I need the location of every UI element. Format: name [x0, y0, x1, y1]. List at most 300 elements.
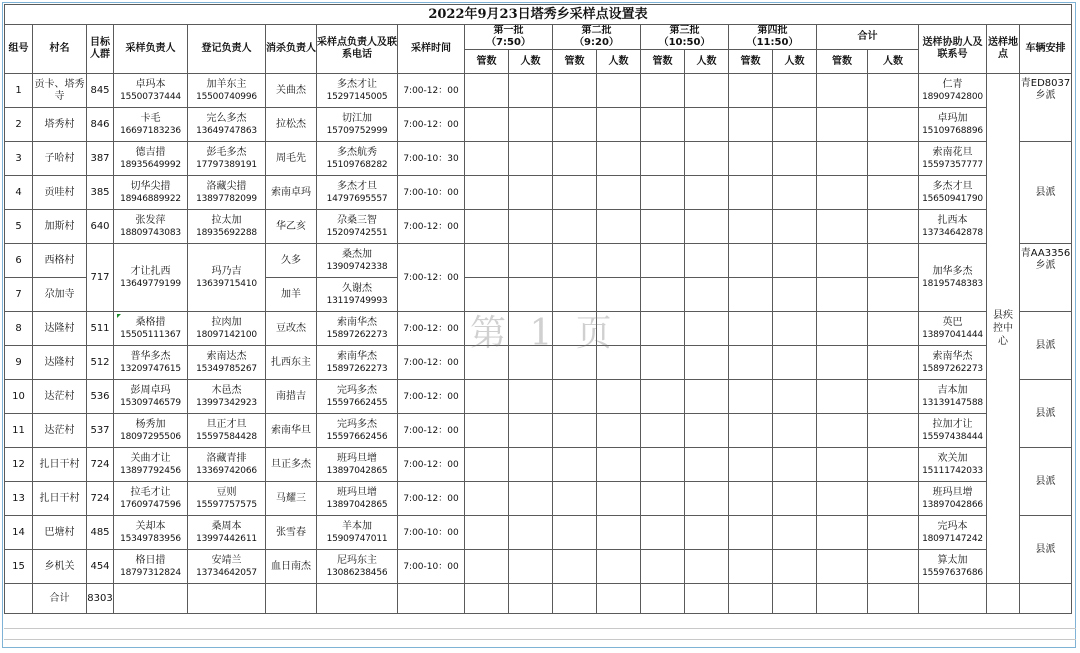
cell-village: 加斯村	[33, 210, 87, 244]
cell-time: 7:00-10：30	[398, 142, 465, 176]
cell-sampling-lead	[114, 312, 188, 346]
cell-group: 3	[5, 142, 33, 176]
cell-sampling-lead-name: 卓玛本	[135, 78, 166, 90]
cell-count	[509, 108, 553, 142]
cell-count	[597, 108, 641, 142]
cell-register-lead-name: 洛藏尖措	[206, 180, 247, 192]
cell-count	[817, 244, 868, 278]
cell-village: 贡卡、塔秀寺	[33, 74, 87, 108]
cell-sampling-lead-name: 格日措	[135, 554, 166, 566]
header-sampling-lead: 采样负责人	[114, 25, 188, 74]
cell-count	[685, 244, 729, 278]
cell-count	[553, 312, 597, 346]
cell-count	[641, 448, 685, 482]
table-row	[5, 414, 1072, 448]
cell-register-lead-name: 木邑杰	[211, 384, 242, 396]
cell-village: 塔秀村	[33, 108, 87, 142]
header-vehicle: 车辆安排	[1020, 25, 1072, 74]
cell-point-lead	[317, 108, 398, 142]
cell-courier-phone: 15650941790	[922, 193, 983, 204]
cell-count	[685, 278, 729, 312]
cell-time: 7:00-12：00	[398, 108, 465, 142]
table-row	[5, 74, 1072, 108]
cell-count	[817, 74, 868, 108]
cell-register-lead-name: 拉肉加	[211, 316, 242, 328]
cell-group: 1	[5, 74, 33, 108]
cell-disinfect-lead: 马耀三	[266, 482, 317, 516]
cell-register-lead-phone: 15597584428	[196, 431, 257, 442]
cell-village: 西格村	[33, 244, 87, 278]
cell-count	[729, 380, 773, 414]
cell-vehicle: 县派	[1020, 312, 1072, 380]
cell-count	[597, 550, 641, 584]
cell-count	[597, 74, 641, 108]
header-time: 采样时间	[398, 25, 465, 74]
cell-courier-name: 扎西本	[937, 214, 968, 226]
subheader-tubes: 管数	[641, 50, 685, 74]
cell-dest: 县疾控中心	[987, 74, 1020, 584]
cell-disinfect-lead: 索南华旦	[266, 414, 317, 448]
cell-count	[868, 108, 919, 142]
cell-group: 15	[5, 550, 33, 584]
cell-count	[553, 244, 597, 278]
cell-count	[465, 142, 509, 176]
cell-register-lead	[188, 244, 266, 312]
cell-register-lead-phone: 18935692288	[196, 227, 257, 238]
cell-count	[509, 210, 553, 244]
cell-sampling-lead-name: 关却本	[135, 520, 166, 532]
cell-group: 9	[5, 346, 33, 380]
cell-courier	[919, 210, 987, 244]
cell-count	[817, 210, 868, 244]
cell-courier-phone: 13139147588	[922, 397, 983, 408]
cell-count	[509, 142, 553, 176]
table-row	[5, 312, 1072, 346]
cell-sampling-lead-phone: 15500737444	[120, 91, 181, 102]
subheader-people: 人数	[509, 50, 553, 74]
cell-count	[465, 74, 509, 108]
cell-register-lead-phone: 15500740996	[196, 91, 257, 102]
cell-count	[641, 74, 685, 108]
cell-register-lead	[188, 74, 266, 108]
cell-courier-name: 拉加才让	[932, 418, 973, 430]
cell-sampling-lead-phone: 18097295506	[120, 431, 181, 442]
cell-point-lead-name: 多杰航秀	[337, 146, 377, 158]
cell-courier-phone: 15597637686	[922, 567, 983, 578]
cell-sampling-lead-name: 普华多杰	[130, 350, 171, 362]
table-row	[5, 550, 1072, 584]
cell-point-lead-name: 索南华杰	[337, 350, 377, 362]
cell-courier	[919, 414, 987, 448]
table-row	[5, 482, 1072, 516]
cell-sampling-lead	[114, 346, 188, 380]
cell-register-lead-name: 桑周本	[211, 520, 242, 532]
cell-sampling-lead-phone: 13897792456	[120, 465, 181, 476]
cell-count	[509, 312, 553, 346]
cell-register-lead-phone: 13997342923	[196, 397, 257, 408]
cell-count	[773, 550, 817, 584]
cell-register-lead-phone: 13897782099	[196, 193, 257, 204]
header-batch-1: 第一批 （7:50）	[465, 25, 553, 50]
cell-count	[685, 380, 729, 414]
subheader-people: 人数	[773, 50, 817, 74]
cell-point-lead-phone: 13909742338	[326, 261, 388, 272]
cell-count	[597, 346, 641, 380]
cell-time: 7:00-12：00	[398, 74, 465, 108]
cell-count	[817, 414, 868, 448]
cell-count	[553, 482, 597, 516]
header-batch-4: 第四批 （11:50）	[729, 25, 817, 50]
cell-count	[868, 278, 919, 312]
cell-count	[553, 142, 597, 176]
cell-count	[773, 142, 817, 176]
cell-courier-phone: 13897041444	[922, 329, 983, 340]
cell-vehicle: 县派	[1020, 142, 1072, 244]
cell-count	[817, 550, 868, 584]
cell-courier	[919, 482, 987, 516]
cell-count	[553, 516, 597, 550]
cell-count	[641, 516, 685, 550]
cell-sampling-lead	[114, 448, 188, 482]
cell-point-lead-phone: 15709752999	[326, 125, 388, 136]
cell-courier-phone: 15897262273	[922, 363, 983, 374]
cell-sampling-lead-phone: 13649779199	[120, 278, 181, 289]
table-row	[5, 448, 1072, 482]
cell-count	[641, 176, 685, 210]
cell-count	[597, 516, 641, 550]
cell-sampling-lead	[114, 482, 188, 516]
cell-point-lead-name: 桑杰加	[342, 248, 372, 260]
cell-time: 7:00-12：00	[398, 312, 465, 346]
cell-courier	[919, 108, 987, 142]
cell-count	[553, 210, 597, 244]
cell-target: 846	[87, 108, 114, 142]
cell-register-lead-name: 加羊东主	[206, 78, 247, 90]
cell-register-lead	[188, 550, 266, 584]
cell-time: 7:00-10：00	[398, 176, 465, 210]
cell-count	[465, 516, 509, 550]
cell-village: 巴塘村	[33, 516, 87, 550]
cell-point-lead	[317, 448, 398, 482]
cell-count	[509, 74, 553, 108]
subheader-people: 人数	[868, 50, 919, 74]
cell-village: 达隆村	[33, 312, 87, 346]
cell-sampling-lead-phone: 18946889922	[120, 193, 181, 204]
cell-count	[641, 278, 685, 312]
header-courier: 送样协助人及联系号	[919, 25, 987, 74]
cell-count	[685, 482, 729, 516]
cell-register-lead-phone: 13997442611	[196, 533, 257, 544]
cell-point-lead-name: 多杰才让	[337, 78, 377, 90]
cell-count	[868, 380, 919, 414]
cell-count	[685, 516, 729, 550]
cell-register-lead-name: 安靖兰	[211, 554, 242, 566]
cell-count	[641, 210, 685, 244]
cell-courier-phone: 13734642878	[922, 227, 983, 238]
table-row	[5, 516, 1072, 550]
cell-count	[817, 278, 868, 312]
cell-point-lead-name: 久谢杰	[342, 282, 372, 294]
cell-vehicle: 青ED8037乡派	[1020, 74, 1072, 142]
cell-count	[773, 210, 817, 244]
cell-time: 7:00-10：00	[398, 516, 465, 550]
cell-count	[465, 210, 509, 244]
cell-vehicle: 县派	[1020, 380, 1072, 448]
cell-count	[685, 312, 729, 346]
table-row	[5, 210, 1072, 244]
cell-point-lead-name: 尕桑三智	[337, 214, 377, 226]
cell-group: 7	[5, 278, 33, 312]
cell-register-lead-name: 洛藏青排	[206, 452, 247, 464]
cell-count	[773, 482, 817, 516]
cell-count	[641, 380, 685, 414]
cell-sampling-lead-name: 桑格措	[135, 316, 166, 328]
cell-courier-name: 索南华杰	[932, 350, 973, 362]
cell-sampling-lead	[114, 176, 188, 210]
cell-point-lead-name: 尼玛东主	[337, 554, 377, 566]
cell-count	[773, 414, 817, 448]
cell-disinfect-lead: 拉松杰	[266, 108, 317, 142]
cell-courier-name: 欢关加	[937, 452, 968, 464]
cell-count	[729, 278, 773, 312]
cell-target: 724	[87, 448, 114, 482]
cell-count	[868, 346, 919, 380]
cell-time: 7:00-12：00	[398, 244, 465, 312]
cell-count	[773, 108, 817, 142]
cell-point-lead-phone: 15897262273	[326, 363, 388, 374]
cell-village: 贡哇村	[33, 176, 87, 210]
cell-count	[817, 346, 868, 380]
cell-count	[509, 346, 553, 380]
cell-courier-phone: 18097147242	[922, 533, 983, 544]
cell-courier	[919, 516, 987, 550]
cell-count	[465, 550, 509, 584]
cell-count	[817, 482, 868, 516]
cell-count	[465, 108, 509, 142]
cell-sampling-lead-phone: 18809743083	[120, 227, 181, 238]
cell-time: 7:00-12：00	[398, 448, 465, 482]
cell-point-lead	[317, 244, 398, 278]
cell-sampling-lead-phone: 17609747596	[120, 499, 181, 510]
cell-count	[729, 108, 773, 142]
cell-register-lead	[188, 312, 266, 346]
cell-sampling-lead	[114, 516, 188, 550]
cell-count	[465, 482, 509, 516]
cell-count	[868, 550, 919, 584]
cell-point-lead-name: 羊本加	[342, 520, 372, 532]
cell-register-lead-name: 拉太加	[211, 214, 242, 226]
cell-count	[729, 482, 773, 516]
cell-point-lead-phone: 15109768282	[326, 159, 388, 170]
cell-time: 7:00-12：00	[398, 482, 465, 516]
cell-disinfect-lead: 索南卓玛	[266, 176, 317, 210]
cell-sampling-lead-name: 关曲才让	[130, 452, 171, 464]
cell-count	[509, 176, 553, 210]
cell-count	[817, 516, 868, 550]
cell-disinfect-lead: 加羊	[266, 278, 317, 312]
cell-count	[729, 414, 773, 448]
cell-point-lead-phone: 15909747011	[326, 533, 388, 544]
cell-point-lead	[317, 176, 398, 210]
cell-count	[868, 244, 919, 278]
cell-village: 达隆村	[33, 346, 87, 380]
cell-village: 尕加寺	[33, 278, 87, 312]
cell-count	[773, 312, 817, 346]
cell-count	[553, 448, 597, 482]
cell-count	[553, 176, 597, 210]
cell-courier	[919, 550, 987, 584]
cell-disinfect-lead: 旦正多杰	[266, 448, 317, 482]
cell-register-lead	[188, 142, 266, 176]
cell-disinfect-lead: 久多	[266, 244, 317, 278]
cell-courier-phone: 15111742033	[922, 465, 983, 476]
cell-count	[868, 142, 919, 176]
cell-sampling-lead-name: 切华尖措	[130, 180, 171, 192]
cell-village: 子哈村	[33, 142, 87, 176]
header-point-lead: 采样点负责人及联系电话	[317, 25, 398, 74]
cell-register-lead	[188, 516, 266, 550]
cell-count	[597, 414, 641, 448]
cell-sampling-lead	[114, 108, 188, 142]
cell-count	[868, 312, 919, 346]
cell-courier-name: 英巴	[942, 316, 963, 328]
cell-group: 14	[5, 516, 33, 550]
cell-vehicle: 县派	[1020, 448, 1072, 516]
cell-disinfect-lead: 华乙亥	[266, 210, 317, 244]
cell-count	[641, 482, 685, 516]
cell-count	[465, 312, 509, 346]
cell-count	[868, 482, 919, 516]
cell-sampling-lead	[114, 74, 188, 108]
cell-count	[685, 550, 729, 584]
cell-group: 11	[5, 414, 33, 448]
cell-target: 387	[87, 142, 114, 176]
cell-point-lead-phone: 13897042865	[326, 465, 388, 476]
cell-count	[465, 176, 509, 210]
cell-count	[685, 210, 729, 244]
cell-point-lead	[317, 414, 398, 448]
cell-target: 717	[87, 244, 114, 312]
cell-register-lead	[188, 346, 266, 380]
header-target: 目标人群	[87, 25, 114, 74]
subheader-tubes: 管数	[465, 50, 509, 74]
cell-village: 乡机关	[33, 550, 87, 584]
cell-point-lead-name: 班玛旦增	[337, 452, 377, 464]
cell-target: 640	[87, 210, 114, 244]
cell-count	[597, 176, 641, 210]
cell-register-lead	[188, 210, 266, 244]
cell-point-lead	[317, 380, 398, 414]
cell-courier-name: 算太加	[937, 554, 968, 566]
cell-point-lead	[317, 312, 398, 346]
cell-count	[729, 74, 773, 108]
cell-sampling-lead-name: 杨秀加	[135, 418, 166, 430]
cell-sampling-lead-name: 彭周卓玛	[130, 384, 171, 396]
cell-count	[868, 414, 919, 448]
table-row	[5, 108, 1072, 142]
cell-count	[553, 346, 597, 380]
cell-count	[641, 312, 685, 346]
cell-count	[685, 346, 729, 380]
cell-sampling-lead-name: 才让扎西	[130, 265, 171, 277]
cell-register-lead	[188, 414, 266, 448]
cell-target: 537	[87, 414, 114, 448]
cell-count	[685, 74, 729, 108]
cell-time: 7:00-12：00	[398, 210, 465, 244]
header-total: 合计	[817, 25, 919, 50]
cell-count	[773, 346, 817, 380]
cell-target: 485	[87, 516, 114, 550]
header-register-lead: 登记负责人	[188, 25, 266, 74]
cell-register-lead-name: 玛乃吉	[211, 265, 242, 277]
subheader-tubes: 管数	[817, 50, 868, 74]
cell-count	[729, 550, 773, 584]
cell-village: 达茫村	[33, 414, 87, 448]
cell-count	[773, 380, 817, 414]
cell-sampling-lead-name: 拉毛才让	[130, 486, 171, 498]
cell-point-lead	[317, 550, 398, 584]
cell-count	[509, 278, 553, 312]
table-row	[5, 176, 1072, 210]
cell-count	[729, 516, 773, 550]
cell-count	[509, 550, 553, 584]
cell-register-lead-phone: 13734642057	[196, 567, 257, 578]
cell-point-lead-name: 完玛多杰	[337, 418, 377, 430]
cell-courier-name: 加华多杰	[932, 265, 973, 277]
cell-point-lead	[317, 482, 398, 516]
cell-count	[465, 244, 509, 278]
cell-count	[597, 278, 641, 312]
cell-courier	[919, 244, 987, 312]
cell-count	[773, 516, 817, 550]
cell-register-lead	[188, 176, 266, 210]
cell-disinfect-lead: 南措吉	[266, 380, 317, 414]
cell-register-lead-phone: 17797389191	[196, 159, 257, 170]
cell-count	[817, 312, 868, 346]
cell-disinfect-lead: 张雪春	[266, 516, 317, 550]
cell-courier-name: 多杰才旦	[932, 180, 973, 192]
cell-point-lead-name: 多杰才旦	[337, 180, 377, 192]
cell-sampling-lead	[114, 550, 188, 584]
table-row	[5, 346, 1072, 380]
cell-courier-name: 仁青	[942, 78, 963, 90]
cell-count	[868, 210, 919, 244]
cell-courier-name: 索南花旦	[932, 146, 973, 158]
cell-register-lead	[188, 108, 266, 142]
cell-count	[773, 244, 817, 278]
table-title: 2022年9月23日塔秀乡采样点设置表	[5, 5, 1072, 25]
table-row	[5, 244, 1072, 278]
header-village: 村名	[33, 25, 87, 74]
cell-count	[729, 210, 773, 244]
cell-count	[868, 74, 919, 108]
subheader-tubes: 管数	[729, 50, 773, 74]
cell-count	[597, 142, 641, 176]
cell-courier-phone: 18195748383	[922, 278, 983, 289]
cell-point-lead-phone: 15297145005	[326, 91, 388, 102]
cell-sampling-lead-phone: 15505111367	[120, 329, 181, 340]
cell-count	[729, 346, 773, 380]
subheader-tubes: 管数	[553, 50, 597, 74]
cell-count	[729, 312, 773, 346]
cell-count	[465, 448, 509, 482]
cell-count	[509, 244, 553, 278]
cell-vehicle: 青AA3356乡派	[1020, 244, 1072, 312]
cell-count	[597, 482, 641, 516]
header-group: 组号	[5, 25, 33, 74]
cell-count	[553, 550, 597, 584]
cell-sampling-lead-phone: 18935649992	[120, 159, 181, 170]
